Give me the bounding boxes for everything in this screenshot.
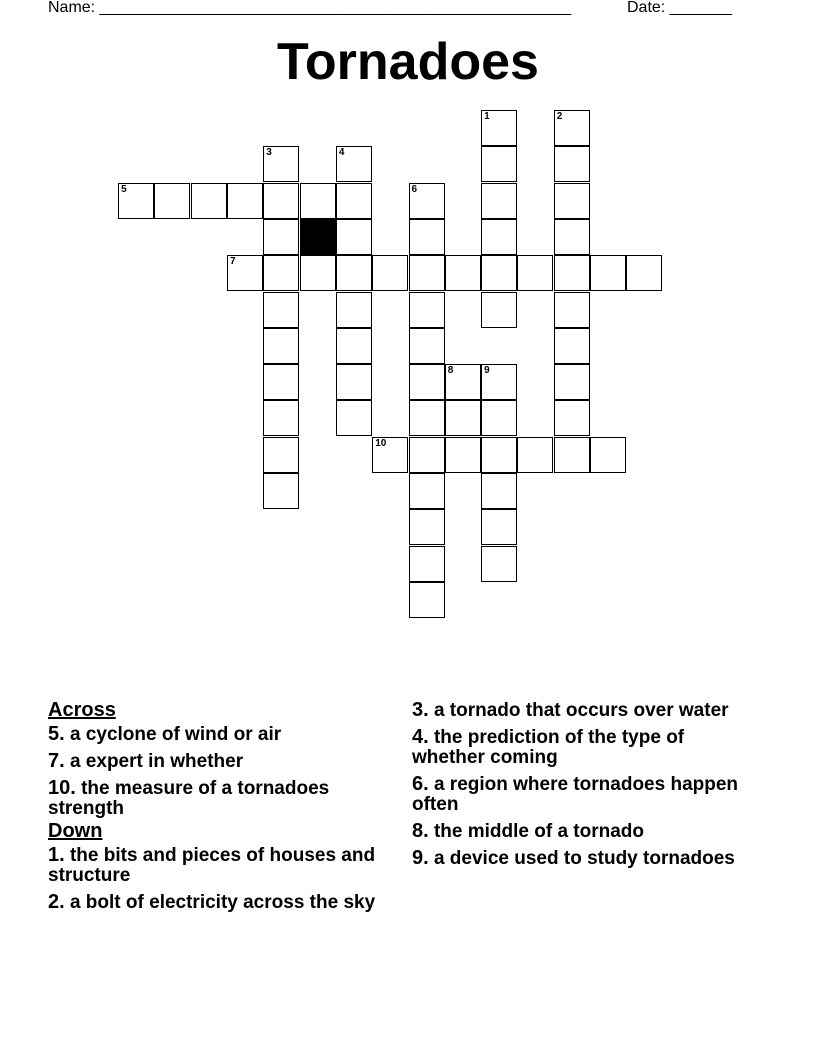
- grid-cell[interactable]: [517, 255, 553, 291]
- clue-number: 2: [556, 111, 563, 122]
- clue-number: 1: [484, 111, 490, 122]
- clue-number: 4: [338, 147, 345, 159]
- down-heading: Down: [48, 820, 103, 842]
- clue-item: [412, 774, 752, 815]
- black-cell: [300, 219, 336, 255]
- grid-cell[interactable]: [409, 473, 445, 509]
- grid-cell[interactable]: [481, 400, 517, 436]
- grid-cell[interactable]: [409, 509, 445, 545]
- clue-number: 3: [266, 147, 272, 159]
- grid-cell[interactable]: [445, 437, 481, 473]
- grid-cell[interactable]: [481, 546, 517, 582]
- grid-cell[interactable]: [336, 255, 372, 291]
- clue-item: [412, 727, 752, 768]
- grid-cell[interactable]: [517, 437, 553, 473]
- grid-cell[interactable]: [445, 255, 481, 291]
- clue-item-number: 4.: [412, 726, 429, 748]
- grid-cell[interactable]: [336, 292, 372, 328]
- grid-cell[interactable]: [336, 219, 372, 255]
- clue-item-text: the measure of a tornadoes strength: [48, 778, 330, 819]
- grid-cell[interactable]: [481, 183, 517, 219]
- clue-item-text: a cyclone of wind or air: [64, 724, 282, 745]
- clue-item-text: a tornado that occurs over water: [428, 700, 729, 721]
- clue-item-text: the middle of a tornado: [428, 821, 645, 842]
- clue-number: 9: [484, 365, 490, 377]
- grid-cell[interactable]: [409, 437, 445, 473]
- clue-item: [412, 848, 752, 869]
- grid-cell[interactable]: [481, 437, 517, 473]
- clue-number: 10: [375, 437, 387, 449]
- grid-cell[interactable]: [554, 437, 590, 473]
- clues-left-column: [48, 700, 388, 919]
- clue-item-number: 6.: [412, 773, 429, 795]
- clue-item-number: 1.: [48, 844, 65, 866]
- clue-item-number: 2.: [48, 891, 65, 913]
- across-clue-list: [48, 724, 388, 819]
- grid-cell[interactable]: [336, 400, 372, 436]
- clue-item-number: 7.: [48, 750, 65, 772]
- grid-cell[interactable]: [481, 146, 517, 182]
- grid-cell[interactable]: [300, 255, 336, 291]
- grid-cell[interactable]: [409, 292, 445, 328]
- grid-cell[interactable]: [409, 219, 445, 255]
- clue-item-text: a expert in whether: [64, 751, 244, 772]
- grid-cell[interactable]: [409, 400, 445, 436]
- grid-cell[interactable]: [409, 582, 445, 618]
- clue-item: [412, 821, 752, 842]
- clue-item-number: 10.: [48, 777, 76, 799]
- grid-cell[interactable]: [481, 509, 517, 545]
- grid-cell[interactable]: [409, 364, 445, 400]
- clue-item-text: a device used to study tornadoes: [428, 848, 735, 869]
- grid-cell[interactable]: [263, 255, 299, 291]
- grid-cell[interactable]: [554, 183, 590, 219]
- clue-item-text: a bolt of electricity across the sky: [64, 892, 376, 913]
- grid-cell[interactable]: [263, 328, 299, 364]
- date-field-label: Date: _______: [627, 0, 732, 16]
- clue-item-text: the prediction of the type of whether coming: [412, 727, 685, 768]
- grid-cell[interactable]: [118, 183, 154, 219]
- clue-number: 5: [121, 183, 127, 195]
- grid-cell[interactable]: [263, 183, 299, 219]
- grid-cell[interactable]: [336, 146, 372, 182]
- grid-cell[interactable]: [372, 437, 408, 473]
- grid-cell[interactable]: [481, 292, 517, 328]
- clue-item-number: 8.: [412, 820, 429, 842]
- grid-cell[interactable]: [336, 183, 372, 219]
- clue-item-number: 3.: [412, 699, 429, 721]
- grid-cell[interactable]: [154, 183, 190, 219]
- clue-item: [48, 892, 388, 913]
- grid-cell[interactable]: [263, 364, 299, 400]
- grid-cell[interactable]: [445, 364, 481, 400]
- clue-item-number: 9.: [412, 847, 429, 869]
- clue-item: [48, 724, 388, 745]
- grid-cell[interactable]: [227, 183, 263, 219]
- clue-item-text: a region where tornadoes happen often: [412, 774, 739, 815]
- grid-cell[interactable]: [554, 219, 590, 255]
- clue-item-number: 5.: [48, 723, 65, 745]
- grid-cell[interactable]: [409, 328, 445, 364]
- clue-item-text: the bits and pieces of houses and structure: [48, 845, 376, 886]
- grid-cell[interactable]: [263, 292, 299, 328]
- grid-cell[interactable]: [481, 473, 517, 509]
- grid-cell[interactable]: [590, 437, 626, 473]
- down-clue-list-continued: [412, 700, 752, 869]
- grid-cell[interactable]: [481, 110, 517, 146]
- clue-number: 7: [230, 256, 236, 268]
- grid-cell[interactable]: [263, 473, 299, 509]
- grid-cell[interactable]: [554, 328, 590, 364]
- grid-cell[interactable]: [554, 364, 590, 400]
- clue-number: 6: [411, 183, 418, 195]
- grid-cell[interactable]: [409, 255, 445, 291]
- grid-cell[interactable]: [590, 255, 626, 291]
- grid-cell[interactable]: [372, 255, 408, 291]
- grid-cell[interactable]: [445, 400, 481, 436]
- grid-cell[interactable]: [263, 219, 299, 255]
- across-heading: Across: [48, 699, 116, 721]
- clues-right-column: [412, 700, 752, 875]
- grid-cell[interactable]: [300, 183, 336, 219]
- clue-item: [48, 751, 388, 772]
- grid-cell[interactable]: [554, 255, 590, 291]
- grid-cell[interactable]: [227, 255, 263, 291]
- grid-cell[interactable]: [263, 400, 299, 436]
- grid-cell[interactable]: [554, 146, 590, 182]
- grid-cell[interactable]: [554, 400, 590, 436]
- grid-cell[interactable]: [481, 255, 517, 291]
- down-clue-list: [48, 845, 388, 913]
- grid-cell[interactable]: [191, 183, 227, 219]
- grid-cell[interactable]: [263, 437, 299, 473]
- grid-cell[interactable]: [554, 110, 590, 146]
- name-field-label: Name: _____________________________________________________: [48, 0, 572, 16]
- page-title: Tornadoes: [277, 33, 539, 91]
- grid-cell[interactable]: [481, 364, 517, 400]
- clue-number: 8: [447, 365, 454, 377]
- grid-cell[interactable]: [336, 364, 372, 400]
- clue-item: [48, 845, 388, 886]
- grid-cell[interactable]: [481, 219, 517, 255]
- clue-item: [412, 700, 752, 721]
- grid-cell[interactable]: [554, 292, 590, 328]
- grid-cell[interactable]: [409, 183, 445, 219]
- grid-cell[interactable]: [409, 546, 445, 582]
- grid-cell[interactable]: [626, 255, 662, 291]
- grid-cell[interactable]: [263, 146, 299, 182]
- clue-item: [48, 778, 388, 819]
- grid-cell[interactable]: [336, 328, 372, 364]
